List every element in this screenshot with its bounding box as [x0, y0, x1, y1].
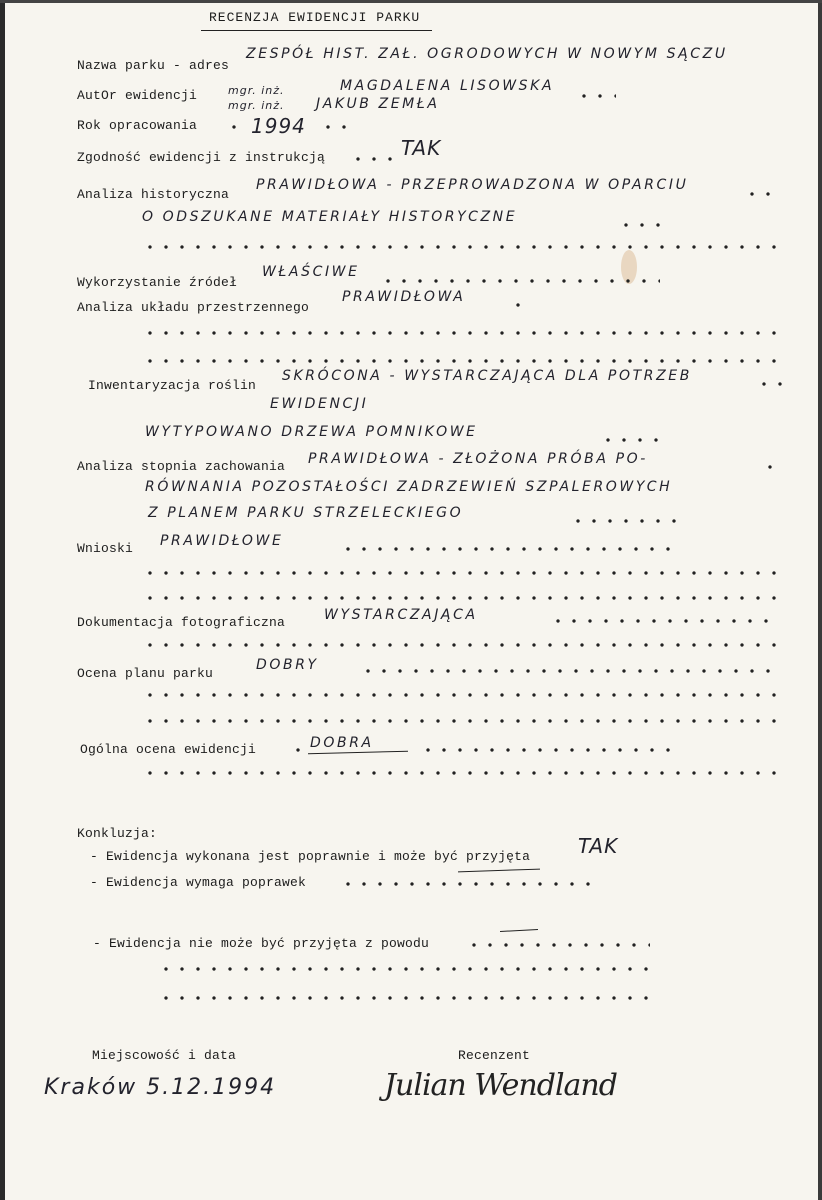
dotted-line — [226, 124, 248, 130]
form-title: RECENZJA EWIDENCJI PARKU — [209, 10, 421, 25]
dotted-line — [340, 546, 670, 552]
label-park-plan: Ocena planu parku — [77, 666, 214, 681]
dotted-line — [360, 668, 780, 674]
dotted-line — [142, 244, 782, 250]
label-compliance: Zgodność ewidencji z instrukcją — [77, 150, 326, 165]
dotted-line — [550, 618, 780, 624]
dotted-line — [142, 692, 782, 698]
value-photo-documentation: WYSTARCZAJĄCA — [324, 607, 478, 623]
scan-edge-top — [0, 0, 822, 3]
value-plant-inventory-1: SKRÓCONA - WYSTARCZAJĄCA DLA POTRZEB — [282, 368, 692, 384]
dotted-line — [466, 942, 650, 948]
value-compliance: TAK — [401, 136, 442, 160]
dotted-line — [320, 124, 354, 130]
conclusion-corrections: - Ewidencja wymaga poprawek — [90, 875, 307, 890]
value-preservation-analysis-1: PRAWIDŁOWA - ZŁOŻONA PRÓBA PO- — [308, 451, 648, 467]
dotted-line — [420, 747, 670, 753]
label-overall-rating: Ogólna ocena ewidencji — [80, 742, 257, 757]
value-year: 1994 — [251, 114, 306, 138]
dotted-line — [158, 995, 648, 1001]
dotted-line — [142, 718, 782, 724]
dotted-line — [142, 595, 782, 601]
handwritten-underline — [500, 929, 538, 932]
value-conclusions: PRAWIDŁOWE — [160, 533, 284, 549]
label-plant-inventory: Inwentaryzacja roślin — [88, 378, 257, 393]
value-overall-rating: DOBRA — [310, 735, 374, 751]
conclusion-heading: Konkluzja: — [77, 826, 158, 841]
label-conclusions: Wnioski — [77, 541, 134, 556]
label-photo-documentation: Dokumentacja fotograficzna — [77, 615, 286, 630]
dotted-line — [142, 770, 782, 776]
label-park-name: Nazwa parku - adres — [77, 58, 230, 73]
dotted-line — [570, 518, 680, 524]
dotted-line — [576, 93, 616, 99]
label-spatial-layout: Analiza układu przestrzennego — [77, 300, 310, 315]
dotted-line — [744, 191, 774, 197]
scan-edge-right — [818, 0, 822, 1200]
value-author-1: MAGDALENA LISOWSKA — [340, 78, 555, 94]
label-historical-analysis: Analiza historyczna — [77, 187, 230, 202]
value-place-date: Kraków 5.12.1994 — [44, 1075, 277, 1100]
dotted-line — [350, 156, 400, 162]
conclusion-rejected: - Ewidencja nie może być przyjęta z powodu — [93, 936, 430, 951]
dotted-line — [510, 302, 528, 308]
value-park-name: ZESPÓŁ HIST. ZAŁ. OGRODOWYCH W NOWYM SĄCZU — [246, 46, 728, 62]
author-title-2: mgr. inż. — [228, 99, 285, 112]
dotted-line — [142, 570, 782, 576]
dotted-line — [762, 464, 782, 470]
dotted-line — [600, 437, 660, 443]
value-historical-analysis-1: PRAWIDŁOWA - PRZEPROWADZONA W OPARCIU — [256, 177, 689, 193]
value-sources: WŁAŚCIWE — [262, 264, 360, 280]
dotted-line — [380, 278, 660, 284]
value-plant-inventory-2: EWIDENCJI — [270, 396, 369, 412]
label-year: Rok opracowania — [77, 118, 198, 133]
dotted-line — [142, 642, 782, 648]
label-preservation-analysis: Analiza stopnia zachowania — [77, 459, 286, 474]
scan-edge-left — [0, 0, 5, 1200]
value-historical-analysis-2: O ODSZUKANE MATERIAŁY HISTORYCZNE — [142, 209, 518, 225]
dotted-line — [290, 747, 308, 753]
dotted-line — [142, 358, 782, 364]
dotted-line — [158, 966, 648, 972]
value-plant-inventory-3: WYTYPOWANO DRZEWA POMNIKOWE — [145, 424, 478, 440]
dotted-line — [340, 881, 590, 887]
label-place-date: Miejscowość i data — [92, 1048, 237, 1063]
conclusion-accepted-value: TAK — [578, 834, 619, 858]
author-title-1: mgr. inż. — [228, 84, 285, 97]
dotted-line — [618, 222, 670, 228]
value-preservation-analysis-2: RÓWNANIA POZOSTAŁOŚCI ZADRZEWIEŃ SZPALEROWYCH — [145, 479, 673, 495]
value-park-plan: DOBRY — [256, 657, 319, 673]
label-author: AutOr ewidencji — [77, 88, 198, 103]
handwritten-underline — [308, 751, 408, 755]
label-sources: Wykorzystanie źródeł — [77, 275, 238, 290]
conclusion-accepted: - Ewidencja wykonana jest poprawnie i może być przyjęta — [90, 849, 531, 864]
label-reviewer: Recenzent — [458, 1048, 531, 1063]
dotted-line — [756, 381, 782, 387]
value-author-2: JAKUB ZEMŁA — [316, 96, 440, 112]
handwritten-underline — [458, 869, 540, 873]
value-preservation-analysis-3: Z PLANEM PARKU STRZELECKIEGO — [148, 505, 464, 521]
title-underline — [201, 30, 432, 31]
reviewer-signature: Julian Wendland — [384, 1068, 617, 1103]
dotted-line — [142, 330, 782, 336]
value-spatial-layout: PRAWIDŁOWA — [342, 289, 466, 305]
